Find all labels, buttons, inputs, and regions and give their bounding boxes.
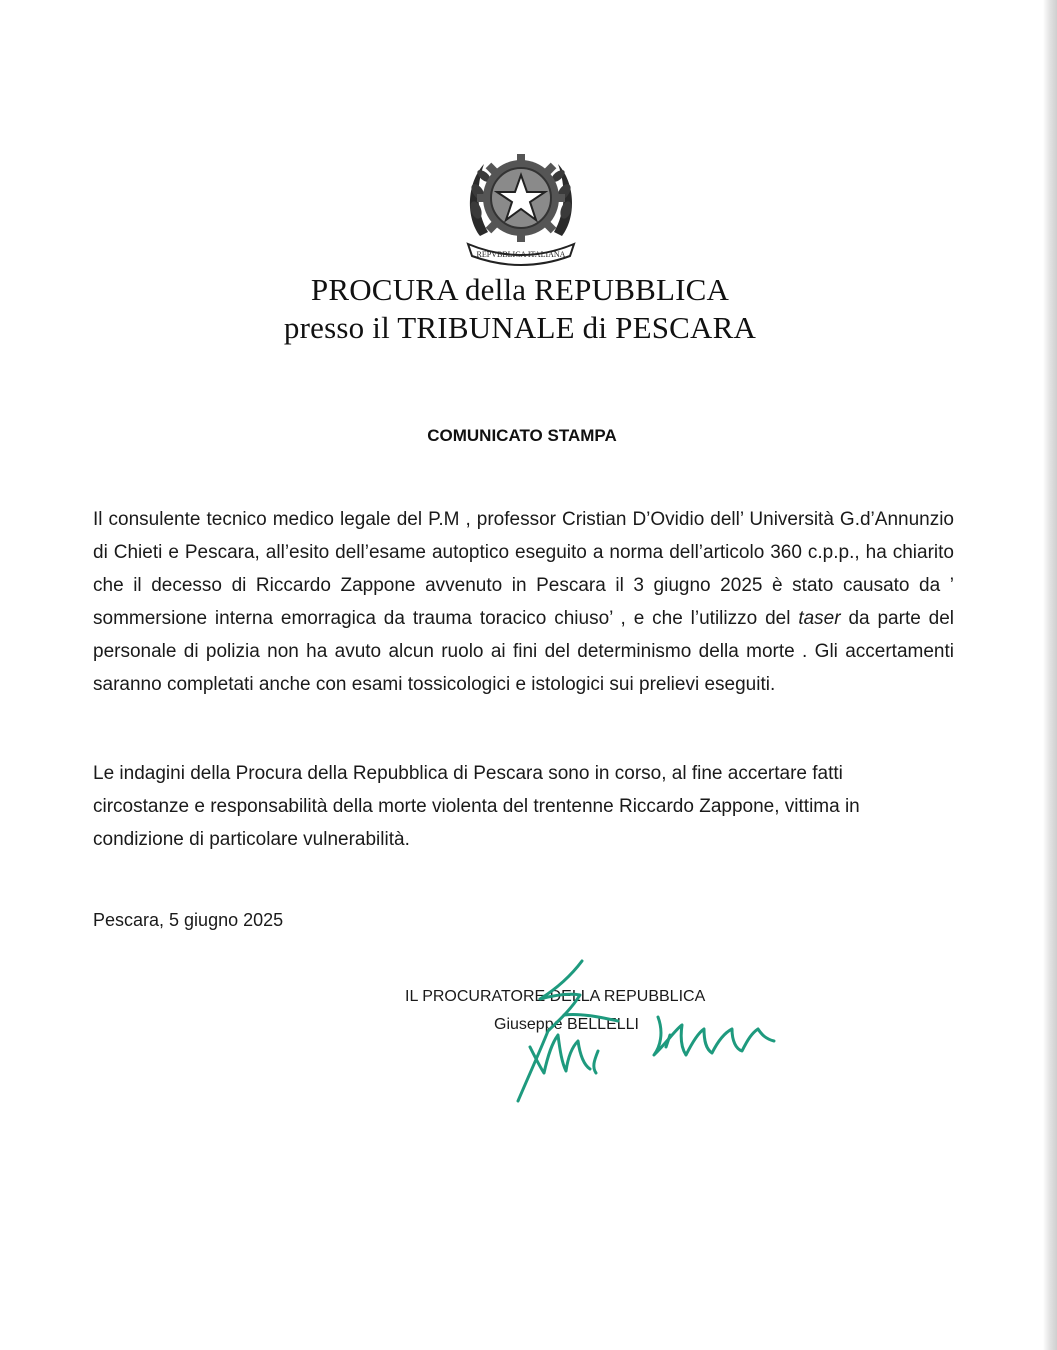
paragraph1-italic-term: taser <box>798 608 841 629</box>
handwritten-signature <box>500 955 800 1110</box>
document-heading: COMUNICATO STAMPA <box>427 426 617 445</box>
italian-republic-emblem <box>462 140 580 268</box>
office-title-line2: presso il TRIBUNALE di PESCARA <box>283 310 757 345</box>
signatory-name: Giuseppe BELLELLI <box>494 1016 639 1033</box>
document-date: Pescara, 5 giugno 2025 <box>93 910 284 930</box>
paragraph-investigation: Le indagini della Procura della Repubblica di Pescara sono in corso, al fine accertare fatti circostanze e responsabilità della morte violenta del trentenne Riccardo Zappone, vittima in condizione di particolare vulnerabilità. <box>93 763 860 850</box>
office-title-line1: PROCURA della REPUBBLICA <box>310 272 730 307</box>
page-edge-shadow <box>1043 0 1057 1350</box>
emblem-ribbon-text: REPVBBLICA ITALIANA <box>476 250 566 259</box>
paragraph1-text-start: Il consulente tecnico medico legale del P.M , professor Cristian D’Ovidio dell’ Università G.d’Annunzio di Chieti e Pescara, all’esito dell’esame autoptico eseguito a norma dell’articolo 360 c.p.p., ha chiarito che il decesso di Riccardo Zappone avvenuto in Pescara il 3 giugno 2025 è stato causato da ’ sommersione interna emorragica da trauma toracico chiuso’ , e che l’utilizzo del <box>93 509 954 629</box>
paragraph1-text-end: da parte del personale di polizia non ha avuto alcun ruolo ai fini del determinismo della morte . Gli accertamenti saranno completati anche con esami tossicologici e istologici sui prelievi eseguiti. <box>93 608 955 695</box>
paragraph-autopsy-findings <box>93 503 954 701</box>
signatory-role: IL PROCURATORE DELLA REPUBBLICA <box>405 988 706 1005</box>
